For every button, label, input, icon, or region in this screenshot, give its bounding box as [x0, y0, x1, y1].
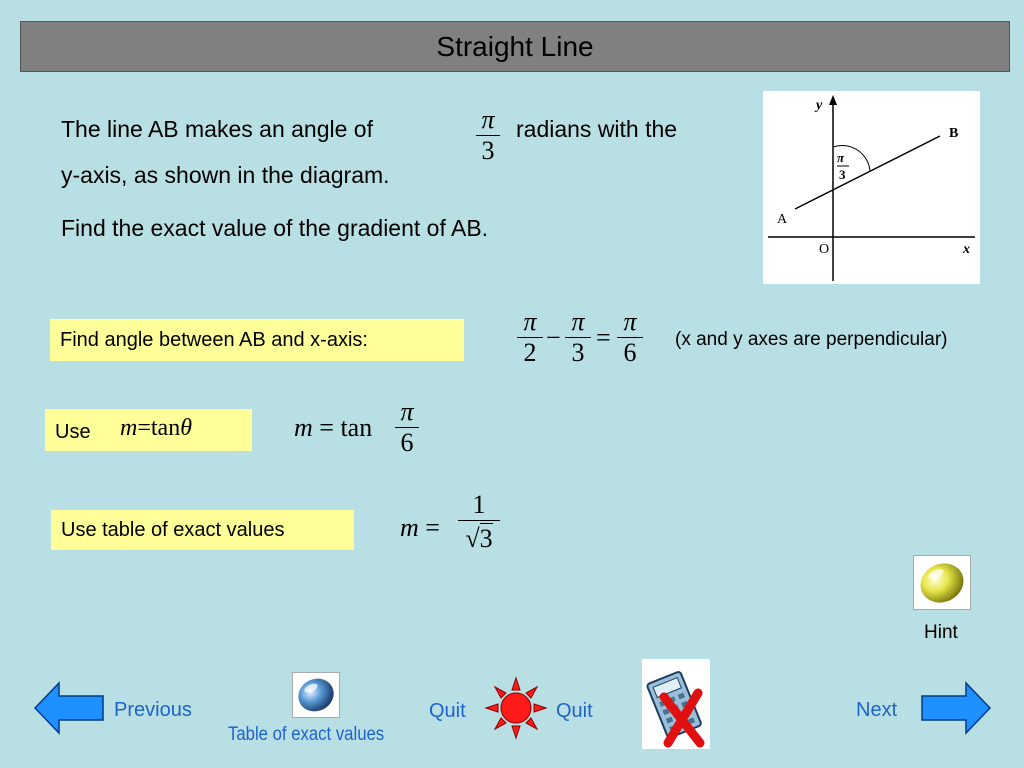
fraction-denominator: 3 [571, 338, 585, 367]
origin-label: O [819, 242, 830, 257]
step1-fraction-2 [563, 307, 593, 368]
diagram-svg [763, 91, 980, 284]
blue-orb-icon [293, 673, 339, 717]
problem-line-1a: The line AB makes an angle of [61, 116, 373, 142]
quit-link-right[interactable]: Quit [556, 700, 593, 722]
step3-fraction [458, 490, 500, 557]
fraction-numerator: 1 [472, 490, 486, 519]
formula-equals: = [137, 415, 151, 441]
step1-note: (x and y axes are perpendicular) [675, 329, 948, 350]
diagram-angle-numerator: π [837, 150, 845, 165]
problem-angle-fraction [474, 105, 502, 166]
step3-m: m [400, 513, 419, 542]
step3-box [51, 510, 354, 550]
hint-orb-icon [914, 556, 970, 609]
step1-fraction-1 [515, 307, 545, 368]
step2-fraction [393, 397, 421, 458]
previous-arrow-icon[interactable] [33, 680, 105, 736]
fraction-numerator: π [523, 307, 537, 336]
fraction-numerator: π [481, 105, 495, 134]
x-axis-label: x [963, 242, 970, 257]
calculator-crossed-icon [642, 659, 710, 749]
diagram [763, 91, 980, 284]
sqrt-sign: √ [465, 524, 480, 553]
y-axis-arrow-icon [829, 95, 837, 105]
fraction-denominator: 3 [481, 136, 495, 165]
step3-equals: = [425, 513, 440, 542]
line-ab [795, 136, 940, 209]
title-bar [20, 21, 1010, 72]
step2-formula [120, 415, 192, 442]
diagram-angle-denominator: 3 [839, 167, 846, 182]
result-tan: tan [340, 413, 373, 442]
step2-result [294, 413, 372, 443]
point-a-label: A [777, 212, 788, 227]
step2-use-label: Use [55, 421, 91, 443]
problem-line-2: y-axis, as shown in the diagram. [61, 162, 390, 188]
sun-quit-icon[interactable] [484, 676, 548, 740]
fraction-denominator: 6 [623, 338, 637, 367]
radicand: 3 [479, 524, 493, 553]
step1-label: Find angle between AB and x-axis: [60, 329, 368, 351]
fraction-numerator: π [623, 307, 637, 336]
result-equals: = [319, 413, 334, 442]
y-axis-label: y [816, 98, 823, 113]
formula-m: m [120, 415, 138, 441]
fraction-denominator [458, 521, 500, 557]
next-link[interactable]: Next [856, 699, 898, 721]
page-title: Straight Line [436, 31, 594, 62]
quit-link-left[interactable]: Quit [429, 700, 466, 722]
step1-box [50, 319, 464, 361]
point-b-label: B [949, 126, 959, 141]
problem-line-3: Find the exact value of the gradient of AB. [61, 215, 489, 241]
fraction-numerator: π [571, 307, 585, 336]
next-arrow-icon[interactable] [920, 680, 992, 736]
minus-sign: − [546, 323, 561, 352]
step3-lhs [400, 513, 440, 543]
fraction-denominator: 2 [523, 338, 537, 367]
table-of-values-button[interactable] [292, 672, 340, 718]
equals-sign: = [596, 323, 611, 352]
calculator-button[interactable] [642, 659, 710, 749]
formula-tan: tan [150, 415, 181, 441]
step1-fraction-3 [615, 307, 645, 368]
step2-box [45, 409, 252, 451]
problem-line-1b: radians with the [516, 116, 678, 142]
fraction-denominator: 6 [400, 428, 414, 457]
formula-theta: θ [180, 415, 193, 441]
hint-button[interactable] [913, 555, 971, 610]
hint-label: Hint [924, 622, 958, 643]
fraction-numerator: π [400, 397, 414, 426]
previous-link[interactable]: Previous [114, 699, 192, 721]
step3-label: Use table of exact values [61, 519, 285, 541]
table-of-exact-values-link[interactable]: Table of exact values [228, 724, 385, 745]
result-m: m [294, 413, 313, 442]
